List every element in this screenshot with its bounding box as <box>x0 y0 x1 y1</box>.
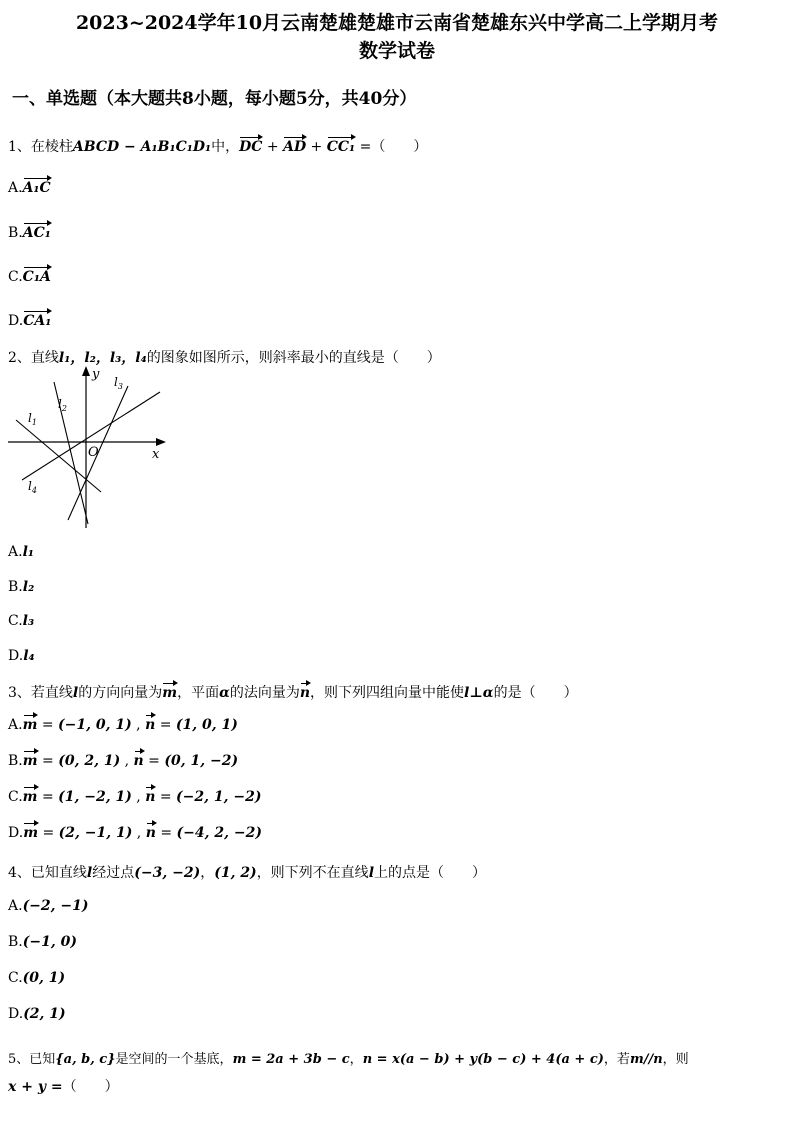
q3-option-d[interactable]: D.m = (2, −1, 1) , n = (−4, 2, −2) <box>8 825 262 841</box>
y-axis-arrow-icon <box>82 366 90 376</box>
q2-option-a[interactable]: A.l₁ <box>8 544 35 560</box>
q1-option-b[interactable]: B.AC₁ <box>8 225 51 241</box>
q2-option-c[interactable]: C.l₃ <box>8 613 35 629</box>
x-axis-arrow-icon <box>156 438 166 446</box>
question-2: 2、直线l₁，l₂，l₃，l₄的图象如图所示，则斜率最小的直线是（ ） <box>8 350 441 366</box>
lines-graph-figure <box>6 362 176 530</box>
q4-option-d[interactable]: D.(2, 1) <box>8 1006 66 1022</box>
q3-option-b[interactable]: B.m = (0, 2, 1) , n = (0, 1, −2) <box>8 753 239 769</box>
l4-label: $l_4$ <box>28 479 37 495</box>
l3-label: $l_3$ <box>114 375 123 391</box>
question-3: 3、若直线l的方向向量为m，平面α的法向量为n，则下列四组向量中能使l⊥α的是（ ） <box>8 685 578 701</box>
vector-dc: DC <box>239 139 263 155</box>
q1-option-c[interactable]: C.C₁A <box>8 269 51 285</box>
question-5: 5、已知{a, b, c}是空间的一个基底，m = 2a + 3b − c，n = x(a − b) + y(b − c) + 4(a + c)，若m//n，则 <box>8 1052 689 1067</box>
n-equation: n = x(a − b) + y(b − c) + 4(a + c) <box>362 1052 604 1067</box>
q3-option-c[interactable]: C.m = (1, −2, 1) , n = (−2, 1, −2) <box>8 789 262 805</box>
q2-option-b[interactable]: B.l₂ <box>8 579 35 595</box>
question-1: 1、在棱柱ABCD − A₁B₁C₁D₁中，DC + AD + CC₁ =（ ） <box>8 139 428 155</box>
m-equation: m = 2a + 3b − c <box>232 1052 350 1067</box>
q3-option-a[interactable]: A.m = (−1, 0, 1) , n = (1, 0, 1) <box>8 717 238 733</box>
question-5-line2: x + y =（ ） <box>8 1079 119 1095</box>
question-4: 4、已知直线l经过点(−3, −2)，(1, 2)，则下列不在直线l上的点是（ ） <box>8 865 487 881</box>
line-l4 <box>22 392 160 480</box>
q4-option-b[interactable]: B.(−1, 0) <box>8 934 77 950</box>
q2-option-d[interactable]: D.l₄ <box>8 648 35 664</box>
q1-option-a[interactable]: A.A₁C <box>8 180 51 196</box>
prism-name: ABCD − A₁B₁C₁D₁ <box>72 139 212 155</box>
y-axis-label: y <box>92 367 100 382</box>
q4-option-a[interactable]: A.(−2, −1) <box>8 898 89 914</box>
vector-cc1: CC₁ <box>326 139 356 155</box>
vector-ad: AD <box>283 139 307 155</box>
q1-option-d[interactable]: D.CA₁ <box>8 313 52 329</box>
basis-set: {a, b, c} <box>55 1052 116 1067</box>
exam-subtitle: 数学试卷 <box>358 40 435 62</box>
exam-title: 2023~2024学年10月云南楚雄楚雄市云南省楚雄东兴中学高二上学期月考 <box>75 12 719 34</box>
section-heading: 一、单选题（本大题共8小题，每小题5分，共40分） <box>12 89 417 109</box>
x-axis-label: x <box>152 447 160 462</box>
origin-label: O <box>88 445 99 460</box>
q4-option-c[interactable]: C.(0, 1) <box>8 970 66 986</box>
l1-label: $l_1$ <box>28 411 37 427</box>
l2-label: $l_2$ <box>58 397 67 413</box>
